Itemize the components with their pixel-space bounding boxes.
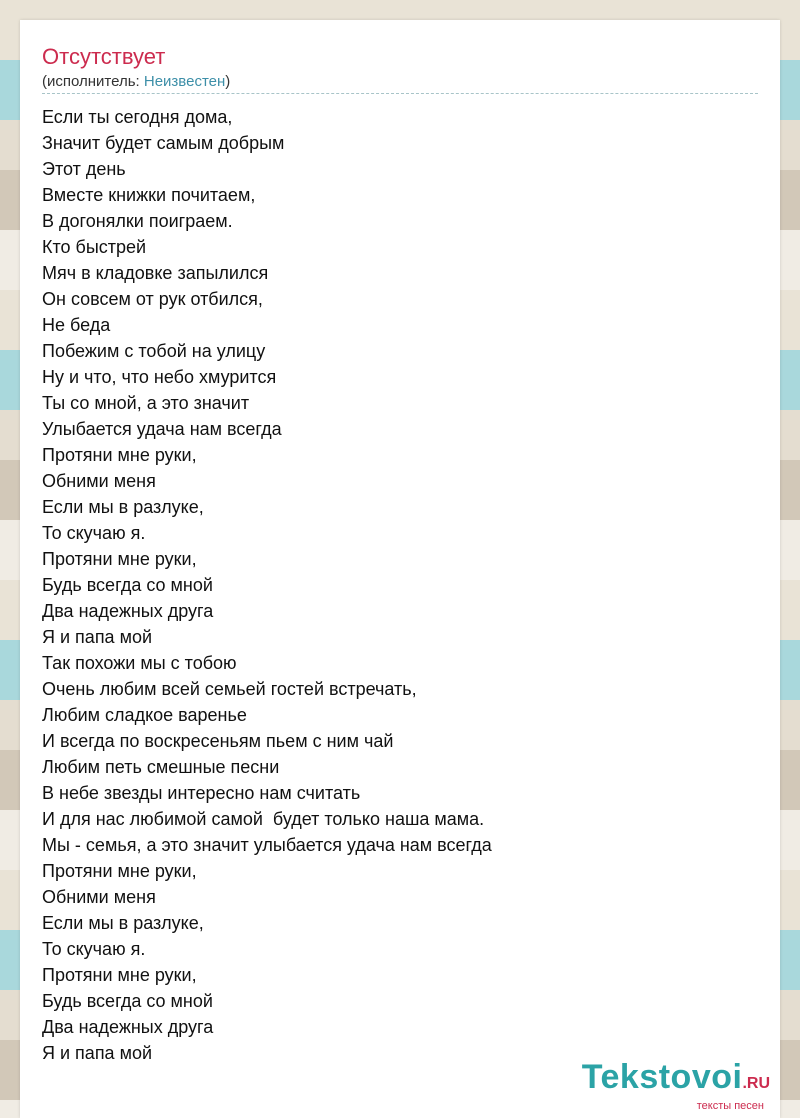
lyric-line: Значит будет самым добрым [42, 133, 285, 153]
artist-suffix: ) [225, 73, 231, 90]
lyric-line: Ну и что, что небо хмурится [42, 367, 277, 387]
lyric-line: Протяни мне руки, [42, 549, 197, 569]
lyric-line: То скучаю я. [42, 523, 146, 543]
lyric-line: Не беда [42, 315, 111, 335]
lyric-line: И всегда по воскресеньям пьем с ним чай [42, 731, 394, 751]
lyric-line: То скучаю я. [42, 939, 146, 959]
lyric-line: Обними меня [42, 471, 156, 491]
lyric-line: Так похожи мы с тобою [42, 653, 237, 673]
site-logo[interactable] [582, 1059, 770, 1112]
lyric-line: Я и папа мой [42, 627, 153, 647]
lyric-line: Протяни мне руки, [42, 861, 197, 881]
lyric-line: Если мы в разлуке, [42, 497, 204, 517]
artist-prefix: (исполнитель: [42, 73, 144, 90]
lyric-line: Мяч в кладовке запылился [42, 263, 269, 283]
lyrics-list [42, 104, 492, 1066]
lyric-line: В небе звезды интересно нам считать [42, 783, 361, 803]
lyric-line: Кто быстрей [42, 237, 147, 257]
lyric-line: Любим петь смешные песни [42, 757, 280, 777]
lyric-line: Если мы в разлуке, [42, 913, 204, 933]
logo-name: Tekstovoi [581, 1058, 743, 1096]
lyric-line: Протяни мне руки, [42, 445, 197, 465]
lyric-line: В догонялки поиграем. [42, 211, 233, 231]
lyric-line: Я и папа мой [42, 1043, 153, 1063]
lyric-line: Два надежных друга [42, 1017, 214, 1037]
lyric-line: Он совсем от рук отбился, [42, 289, 263, 309]
lyric-line: Протяни мне руки, [42, 965, 197, 985]
lyric-line: Будь всегда со мной [42, 991, 213, 1011]
artist-line [42, 73, 230, 91]
artist-link[interactable]: Неизвестен [143, 73, 226, 90]
lyric-line: Мы - семья, а это значит улыбается удача нам всегда [42, 835, 492, 855]
lyrics-sheet [20, 20, 780, 1118]
divider [42, 93, 758, 94]
lyric-line: И для нас любимой самой будет только наша мама. [42, 809, 485, 829]
lyric-line: Побежим с тобой на улицу [42, 341, 266, 361]
lyric-line: Ты со мной, а это значит [42, 393, 250, 413]
logo-tld: .RU [742, 1075, 770, 1092]
logo-tagline: тексты песен [696, 1100, 764, 1112]
lyric-line: Любим сладкое варенье [42, 705, 247, 725]
lyric-line: Улыбается удача нам всегда [42, 419, 282, 439]
lyric-line: Очень любим всей семьей гостей встречать, [42, 679, 417, 699]
lyric-line: Этот день [42, 159, 126, 179]
lyric-line: Обними меня [42, 887, 156, 907]
lyric-line: Если ты сегодня дома, [42, 107, 233, 127]
song-title: Отсутствует [42, 44, 166, 69]
lyric-line: Два надежных друга [42, 601, 214, 621]
lyric-line: Будь всегда со мной [42, 575, 213, 595]
lyric-line: Вместе книжки почитаем, [42, 185, 256, 205]
